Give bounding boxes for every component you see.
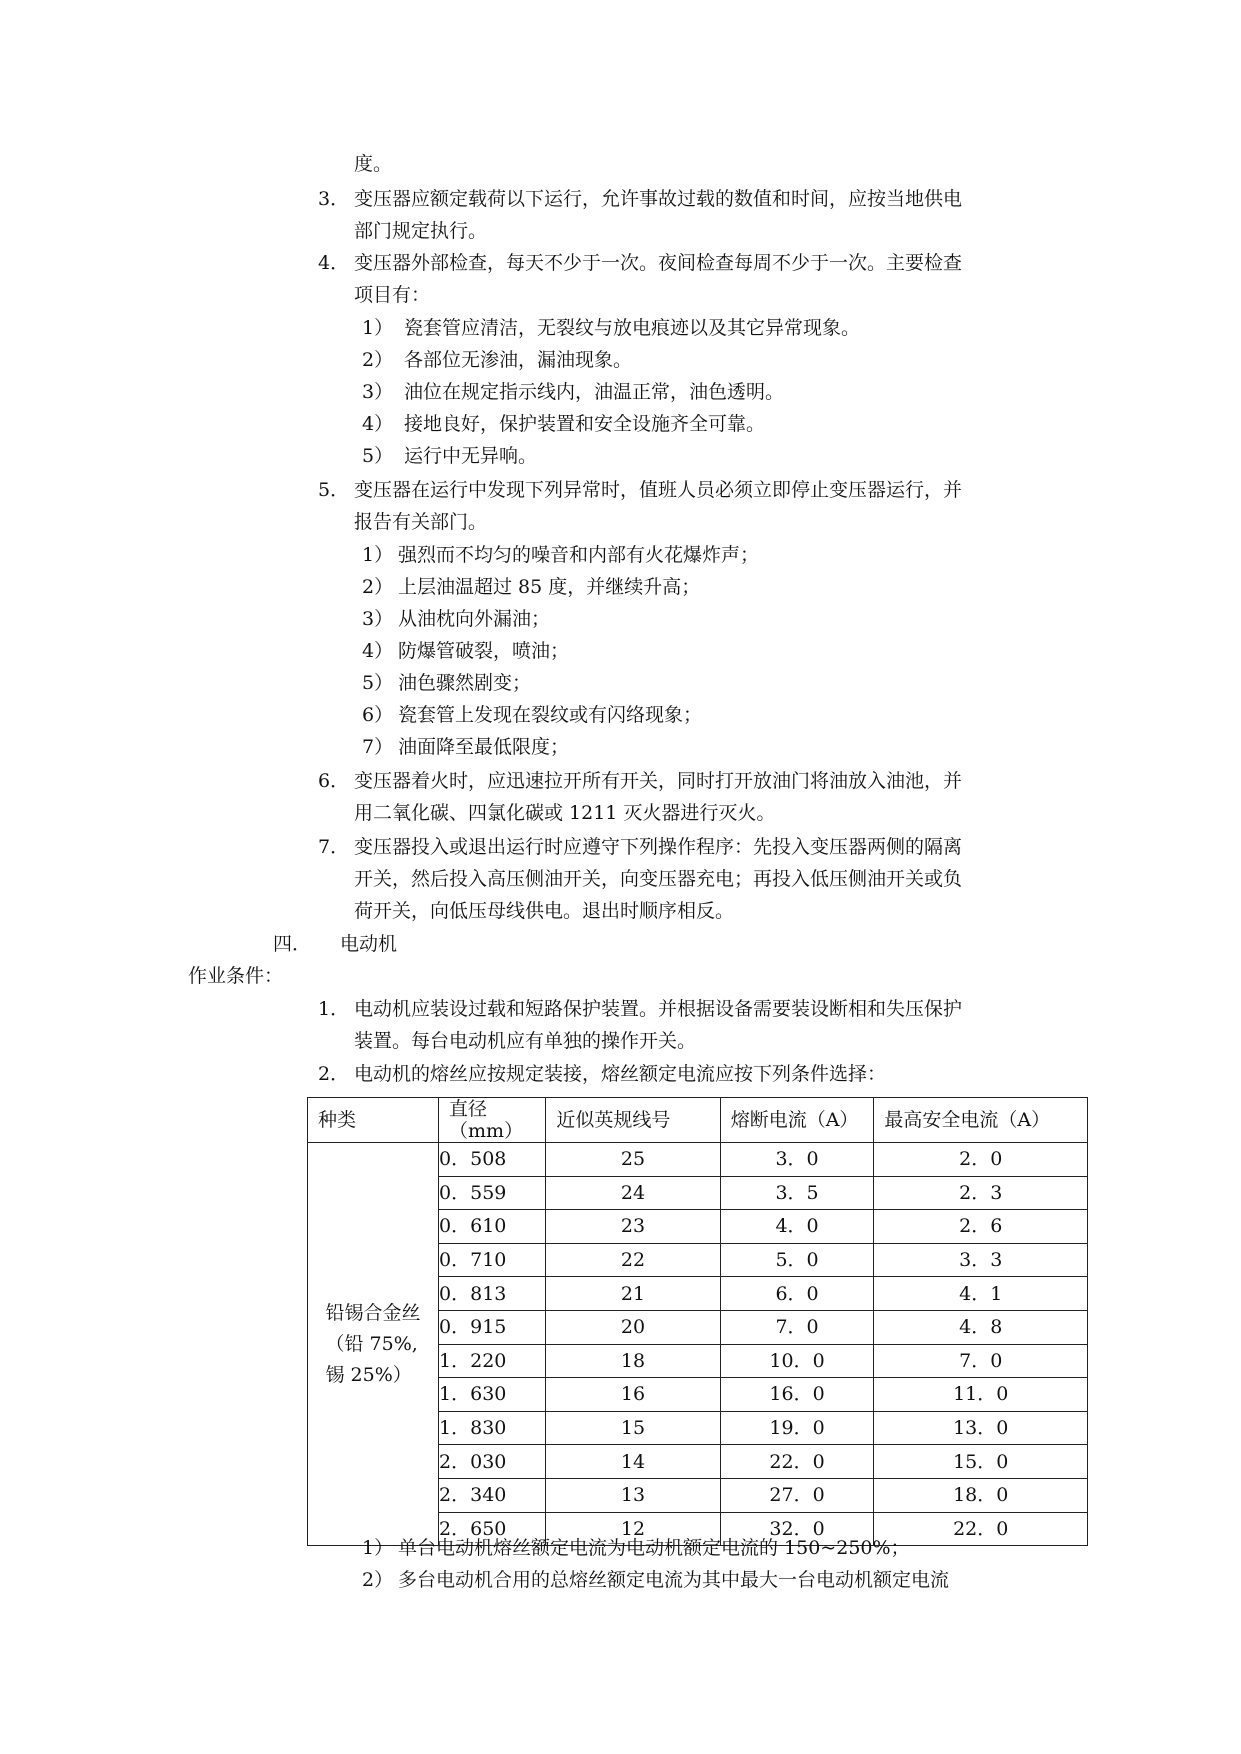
type-cell — [308, 1143, 439, 1546]
sub-item-text: 各部位无渗油，漏油现象。 — [404, 349, 633, 371]
awg-cell: 21 — [546, 1277, 720, 1311]
melt-current-cell: 22．0 — [720, 1445, 874, 1479]
paragraph-line: 报告有关部门。 — [354, 511, 488, 533]
sub-item-text: 强烈而不均匀的噪音和内部有火花爆炸声； — [398, 544, 760, 566]
sub-item-number: 6） — [362, 704, 394, 726]
sub-item-text: 从油枕向外漏油； — [398, 608, 551, 630]
awg-cell: 18 — [546, 1344, 720, 1378]
diameter-cell: 1．630 — [439, 1378, 546, 1412]
melt-current-cell: 3．0 — [720, 1143, 874, 1177]
sub-item-text: 油位在规定指示线内，油温正常，油色透明。 — [404, 381, 785, 403]
sub-item-number: 1） — [362, 317, 394, 339]
sub-item-number: 3） — [362, 608, 394, 630]
awg-cell: 24 — [546, 1176, 720, 1210]
note-text: 多台电动机合用的总熔丝额定电流为其中最大一台电动机额定电流 — [398, 1569, 950, 1591]
paragraph-line: 项目有： — [354, 284, 431, 306]
safe-current-cell: 3．3 — [874, 1243, 1088, 1277]
melt-current-cell: 7．0 — [720, 1310, 874, 1344]
safe-current-cell: 15．0 — [874, 1445, 1088, 1479]
table-row — [308, 1143, 1088, 1177]
diameter-cell: 0．915 — [439, 1310, 546, 1344]
safe-current-cell: 2．0 — [874, 1143, 1088, 1177]
sub-item-number: 3） — [362, 381, 394, 403]
safe-current-cell: 13．0 — [874, 1411, 1088, 1445]
awg-cell: 12 — [546, 1512, 720, 1546]
sub-item-number: 7） — [362, 736, 394, 758]
paragraph-line: 电动机的熔丝应按规定装接，熔丝额定电流应按下列条件选择： — [354, 1063, 887, 1085]
sub-item-text: 运行中无异响。 — [404, 445, 538, 467]
note-number: 1） — [362, 1537, 394, 1559]
item-number: 1． — [318, 998, 350, 1020]
sub-item-number: 2） — [362, 349, 394, 371]
awg-cell: 25 — [546, 1143, 720, 1177]
safe-current-cell: 2．6 — [874, 1210, 1088, 1244]
table-header-row — [308, 1098, 1088, 1143]
conditions-label: 作业条件： — [188, 965, 284, 987]
awg-cell: 15 — [546, 1411, 720, 1445]
sub-item-number: 4） — [362, 413, 394, 435]
paragraph-line: 装置。每台电动机应有单独的操作开关。 — [354, 1030, 697, 1052]
paragraph-line: 部门规定执行。 — [354, 220, 488, 242]
header-safe-current: 最高安全电流（A） — [874, 1098, 1088, 1143]
continuation-text: 度。 — [354, 153, 393, 175]
header-diameter: 直径（mm） — [439, 1098, 546, 1143]
sub-item-text: 瓷套管上发现在裂纹或有闪络现象； — [398, 704, 703, 726]
section-number: 四． — [273, 933, 312, 955]
diameter-cell: 0．610 — [439, 1210, 546, 1244]
melt-current-cell: 6．0 — [720, 1277, 874, 1311]
sub-item-text: 接地良好，保护装置和安全设施齐全可靠。 — [404, 413, 766, 435]
safe-current-cell: 22．0 — [874, 1512, 1088, 1546]
header-awg: 近似英规线号 — [546, 1098, 720, 1143]
item-number: 5． — [318, 479, 350, 501]
header-melt-current: 熔断电流（A） — [720, 1098, 874, 1143]
paragraph-line: 变压器外部检查，每天不少于一次。夜间检查每周不少于一次。主要检查 — [354, 252, 963, 274]
awg-cell: 14 — [546, 1445, 720, 1479]
paragraph-line: 用二氧化碳、四氯化碳或 1211 灭火器进行灭火。 — [354, 802, 776, 824]
fuse-table — [307, 1097, 1088, 1546]
melt-current-cell: 4．0 — [720, 1210, 874, 1244]
sub-item-text: 油色骤然剧变； — [398, 672, 532, 694]
note-number: 2） — [362, 1569, 394, 1591]
diameter-cell: 0．508 — [439, 1143, 546, 1177]
diameter-cell: 1．220 — [439, 1344, 546, 1378]
awg-cell: 22 — [546, 1243, 720, 1277]
sub-item-number: 1） — [362, 544, 394, 566]
sub-item-text: 瓷套管应清洁，无裂纹与放电痕迹以及其它异常现象。 — [404, 317, 861, 339]
paragraph-line: 变压器在运行中发现下列异常时，值班人员必须立即停止变压器运行，并 — [354, 479, 963, 501]
type-label-line: 锡 25%） — [325, 1363, 412, 1386]
item-number: 7． — [318, 836, 350, 858]
sub-item-number: 5） — [362, 672, 394, 694]
diameter-cell: 1．830 — [439, 1411, 546, 1445]
sub-item-text: 油面降至最低限度； — [398, 736, 570, 758]
type-label-line: （铅 75%, — [325, 1332, 418, 1355]
paragraph-line: 变压器着火时，应迅速拉开所有开关，同时打开放油门将油放入油池，并 — [354, 770, 963, 792]
paragraph-line: 荷开关，向低压母线供电。退出时顺序相反。 — [354, 900, 735, 922]
safe-current-cell: 2．3 — [874, 1176, 1088, 1210]
sub-item-number: 4） — [362, 640, 394, 662]
safe-current-cell: 18．0 — [874, 1478, 1088, 1512]
item-number: 2． — [318, 1063, 350, 1085]
melt-current-cell: 19．0 — [720, 1411, 874, 1445]
safe-current-cell: 4．8 — [874, 1310, 1088, 1344]
section-title: 电动机 — [340, 933, 398, 955]
paragraph-line: 开关，然后投入高压侧油开关，向变压器充电；再投入低压侧油开关或负 — [354, 868, 963, 890]
diameter-cell: 2．650 — [439, 1512, 546, 1546]
diameter-cell: 2．030 — [439, 1445, 546, 1479]
awg-cell: 20 — [546, 1310, 720, 1344]
note-text: 单台电动机熔丝额定电流为电动机额定电流的 150~250%； — [398, 1537, 910, 1559]
melt-current-cell: 5．0 — [720, 1243, 874, 1277]
safe-current-cell: 11．0 — [874, 1378, 1088, 1412]
diameter-cell: 0．559 — [439, 1176, 546, 1210]
item-number: 6． — [318, 770, 350, 792]
diameter-cell: 0．710 — [439, 1243, 546, 1277]
paragraph-line: 电动机应装设过载和短路保护装置。并根据设备需要装设断相和失压保护 — [354, 998, 963, 1020]
paragraph-line: 变压器应额定载荷以下运行，允许事故过载的数值和时间，应按当地供电 — [354, 188, 963, 210]
item-number: 4． — [318, 252, 350, 274]
sub-item-number: 2） — [362, 576, 394, 598]
type-label — [326, 1298, 421, 1391]
type-label-line: 铅锡合金丝 — [325, 1301, 421, 1324]
melt-current-cell: 3．5 — [720, 1176, 874, 1210]
safe-current-cell: 7．0 — [874, 1344, 1088, 1378]
melt-current-cell: 16．0 — [720, 1378, 874, 1412]
melt-current-cell: 10．0 — [720, 1344, 874, 1378]
awg-cell: 13 — [546, 1478, 720, 1512]
diameter-cell: 2．340 — [439, 1478, 546, 1512]
diameter-cell: 0．813 — [439, 1277, 546, 1311]
item-number: 3． — [318, 188, 350, 210]
awg-cell: 16 — [546, 1378, 720, 1412]
paragraph-line: 变压器投入或退出运行时应遵守下列操作程序：先投入变压器两侧的隔离 — [354, 836, 963, 858]
sub-item-text: 上层油温超过 85 度，并继续升高； — [398, 576, 701, 598]
melt-current-cell: 32．0 — [720, 1512, 874, 1546]
sub-item-text: 防爆管破裂，喷油； — [398, 640, 570, 662]
sub-item-number: 5） — [362, 445, 394, 467]
header-type: 种类 — [308, 1098, 439, 1143]
safe-current-cell: 4．1 — [874, 1277, 1088, 1311]
awg-cell: 23 — [546, 1210, 720, 1244]
melt-current-cell: 27．0 — [720, 1478, 874, 1512]
